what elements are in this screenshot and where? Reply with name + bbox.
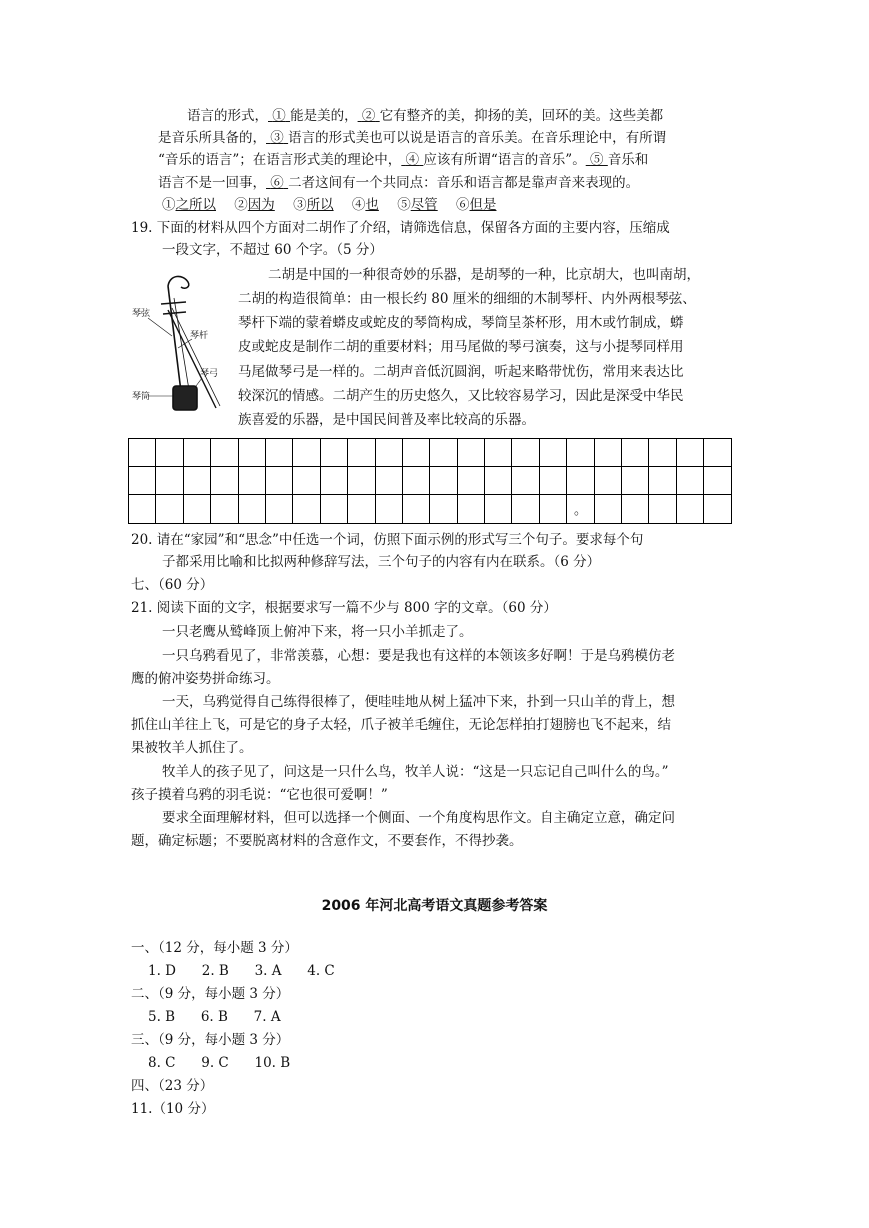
- grid-cell: [265, 495, 292, 523]
- grid-cell: [512, 439, 539, 467]
- q20-line-1: 20. 请在“家园”和“思念”中任选一个词，仿照下面示例的形式写三个句子。要求每个句: [131, 532, 644, 548]
- option-3: ③所以: [293, 197, 334, 213]
- grid-row: [129, 439, 732, 467]
- q19-para-line: 马尾做琴弓是一样的。二胡声音低沉圆润，听起来略带忧伤，常用来表达比: [238, 364, 684, 380]
- grid-cell: [457, 439, 484, 467]
- grid-cell: [375, 439, 402, 467]
- label-tube: 琴筒: [132, 392, 151, 402]
- grid-cell: [485, 495, 512, 523]
- grid-cell: [676, 439, 703, 467]
- blank-1: ①: [272, 108, 286, 124]
- erhu-figure: [128, 268, 228, 418]
- grid-cell: [265, 439, 292, 467]
- grid-cell: [676, 467, 703, 495]
- grid-cell: [156, 495, 183, 523]
- grid-cell: [430, 467, 457, 495]
- answer-row-3: 8. C 9. C 10. B: [148, 1055, 291, 1071]
- passage-line-4: 语言不是一回事， ⑥ 二者这间有一个共同点：音乐和语言都是靠声音来表现的。: [158, 175, 640, 191]
- q19-para-line: 二胡是中国的一种很奇妙的乐器，是胡琴的一种，比京胡大，也叫南胡，: [268, 267, 700, 283]
- q21-paragraph: 鹰的俯冲姿势拼命练习。: [131, 671, 280, 687]
- label-pole: 琴杆: [190, 331, 209, 341]
- q19-para-line: 琴杆下端的蒙着蟒皮或蛇皮的琴筒构成，琴筒呈茶杯形，用木或竹制成，蟒: [238, 315, 684, 331]
- grid-cell: [238, 439, 265, 467]
- options-row: [162, 195, 510, 215]
- grid-cell: [485, 467, 512, 495]
- grid-cell: [594, 439, 621, 467]
- option-2: ②因为: [234, 197, 275, 213]
- label-strings: 琴弦: [132, 309, 151, 319]
- grid-cell: [238, 495, 265, 523]
- answer-section-3: 三、（9 分，每小题 3 分）: [131, 1032, 290, 1048]
- grid-cell: [183, 439, 210, 467]
- grid-cell: [512, 495, 539, 523]
- grid-cell: [348, 495, 375, 523]
- grid-cell: [567, 439, 594, 467]
- q21-paragraph: 果被牧羊人抓住了。: [131, 740, 253, 756]
- grid-cell: [485, 439, 512, 467]
- section-7-heading: 七、（60 分）: [131, 577, 214, 593]
- grid-cell: [649, 495, 676, 523]
- q21-paragraph: 一只老鹰从鹫峰顶上俯冲下来，将一只小羊抓走了。: [162, 624, 473, 640]
- grid-cell: [539, 467, 566, 495]
- erhu-drawing-icon: [161, 276, 220, 410]
- q19-para-line: 族喜爱的乐器，是中国民间普及率比较高的乐器。: [238, 412, 535, 428]
- blank-4: ④: [405, 152, 420, 168]
- option-5: ⑤尽管: [397, 197, 438, 213]
- grid-cell: [676, 495, 703, 523]
- grid-cell: [293, 439, 320, 467]
- answer-section-1: 一、（12 分，每小题 3 分）: [131, 940, 298, 956]
- grid-cell: 。: [567, 495, 594, 523]
- option-6: ⑥但是: [455, 197, 497, 213]
- grid-cell: [649, 467, 676, 495]
- passage-line-2: 是音乐所具备的， ③ 语言的形式美也可以说是语言的音乐美。在音乐理论中，有所谓: [158, 130, 667, 146]
- grid-cell: [211, 439, 238, 467]
- grid-cell: [402, 439, 429, 467]
- passage-line-3: “音乐的语言”；在语言形式美的理论中， ④ 应该有所谓“语言的音乐”。 ⑤ 音乐和: [158, 152, 649, 168]
- passage-line-1: 语言的形式， ① 能是美的， ② 它有整齐的美，抑扬的美，回环的美。这些美都: [187, 108, 664, 124]
- grid-cell: [457, 467, 484, 495]
- q21-paragraph: 孩子摸着乌鸦的羽毛说：“它也很可爱啊！”: [131, 787, 388, 803]
- grid-cell: [567, 467, 594, 495]
- q21-paragraph: 一天，乌鸦觉得自己练得很棒了，便哇哇地从树上猛冲下来，扑到一只山羊的背上，想: [162, 694, 675, 710]
- grid-cell: [129, 467, 156, 495]
- grid-cell: [457, 495, 484, 523]
- grid-cell: [211, 495, 238, 523]
- grid-cell: [211, 467, 238, 495]
- grid-row: [129, 495, 732, 523]
- grid-cell: [649, 439, 676, 467]
- grid-cell: [622, 467, 649, 495]
- grid-cell: [430, 439, 457, 467]
- q21-paragraph: 要求全面理解材料，但可以选择一个侧面、一个角度构思作文。自主确定立意，确定问: [162, 810, 675, 826]
- grid-cell: [704, 439, 731, 467]
- grid-cell: [539, 439, 566, 467]
- grid-cell: [129, 495, 156, 523]
- answer-row-2: 5. B 6. B 7. A: [148, 1009, 281, 1025]
- grid-cell: [320, 467, 347, 495]
- q21-line-1: 21. 阅读下面的文字，根据要求写一篇不少与 800 字的文章。（60 分）: [131, 600, 557, 616]
- answer-section-4: 四、（23 分）: [131, 1078, 214, 1094]
- q21-paragraph: 一只乌鸦看见了，非常羡慕，心想：要是我也有这样的本领该多好啊！于是乌鸦模仿老: [162, 648, 675, 664]
- grid-cell: [594, 495, 621, 523]
- grid-cell: [622, 439, 649, 467]
- q19-line-2: 一段文字，不超过 60 个字。（5 分）: [162, 242, 383, 258]
- q19-para-line: 二胡的构造很简单：由一根长约 80 厘米的细细的木制琴杆、内外两根琴弦、: [238, 291, 696, 307]
- blank-3: ③: [270, 130, 284, 146]
- grid-cell: [402, 495, 429, 523]
- grid-row: [129, 467, 732, 495]
- blank-2: ②: [361, 108, 376, 124]
- answers-title: 2006 年河北高考语文真题参考答案: [321, 898, 548, 914]
- grid-cell: [594, 467, 621, 495]
- grid-cell: [238, 467, 265, 495]
- grid-cell: [293, 495, 320, 523]
- grid-cell: [402, 467, 429, 495]
- q21-paragraph: 牧羊人的孩子见了，问这是一只什么鸟，牧羊人说：“这是一只忘记自己叫什么的鸟。”: [162, 764, 669, 780]
- option-4: ④也: [351, 197, 379, 213]
- q20-line-2: 子都采用比喻和比拟两种修辞写法，三个句子的内容有内在联系。（6 分）: [162, 554, 601, 570]
- grid-cell: [320, 495, 347, 523]
- grid-cell: [539, 495, 566, 523]
- grid-cell: [375, 467, 402, 495]
- option-1: ①之所以: [162, 197, 216, 213]
- grid-cell: [704, 495, 731, 523]
- grid-cell: [704, 467, 731, 495]
- grid-cell: [156, 467, 183, 495]
- grid-cell: [129, 439, 156, 467]
- grid-cell: [265, 467, 292, 495]
- grid-cell: [156, 439, 183, 467]
- grid-cell: [430, 495, 457, 523]
- grid-cell: [183, 467, 210, 495]
- q21-paragraph: 抓住山羊往上飞，可是它的身子太轻，爪子被羊毛缠住，无论怎样拍打翅膀也飞不起来，结: [131, 717, 671, 733]
- label-bow: 琴弓: [200, 369, 219, 379]
- grid-cell: [183, 495, 210, 523]
- q19-para-line: 皮或蛇皮是制作二胡的重要材料；用马尾做的琴弓演奏，这与小提琴同样用: [238, 339, 684, 355]
- blank-6: ⑥: [270, 175, 284, 191]
- grid-cell: [320, 439, 347, 467]
- grid-cell: [348, 467, 375, 495]
- blank-5: ⑤: [590, 152, 604, 168]
- erhu-label-leaders: [148, 318, 202, 396]
- grid-cell: [293, 467, 320, 495]
- grid-cell: [375, 495, 402, 523]
- q19-para-line: 较深沉的情感。二胡产生的历史悠久，又比较容易学习，因此是深受中华民: [238, 388, 684, 404]
- q19-line-1: 19. 下面的材料从四个方面对二胡作了介绍，请筛选信息，保留各方面的主要内容，压缩成: [131, 220, 670, 236]
- grid-cell: [622, 495, 649, 523]
- grid-cell: [512, 467, 539, 495]
- answer-grid: [128, 438, 732, 524]
- answer-section-5: 11.（10 分）: [131, 1101, 215, 1117]
- grid-cell: [348, 439, 375, 467]
- answer-section-2: 二、（9 分，每小题 3 分）: [131, 986, 290, 1002]
- answer-row-1: 1. D 2. B 3. A 4. C: [148, 963, 335, 979]
- q21-paragraph: 题，确定标题；不要脱离材料的含意作文，不要套作，不得抄袭。: [131, 833, 523, 849]
